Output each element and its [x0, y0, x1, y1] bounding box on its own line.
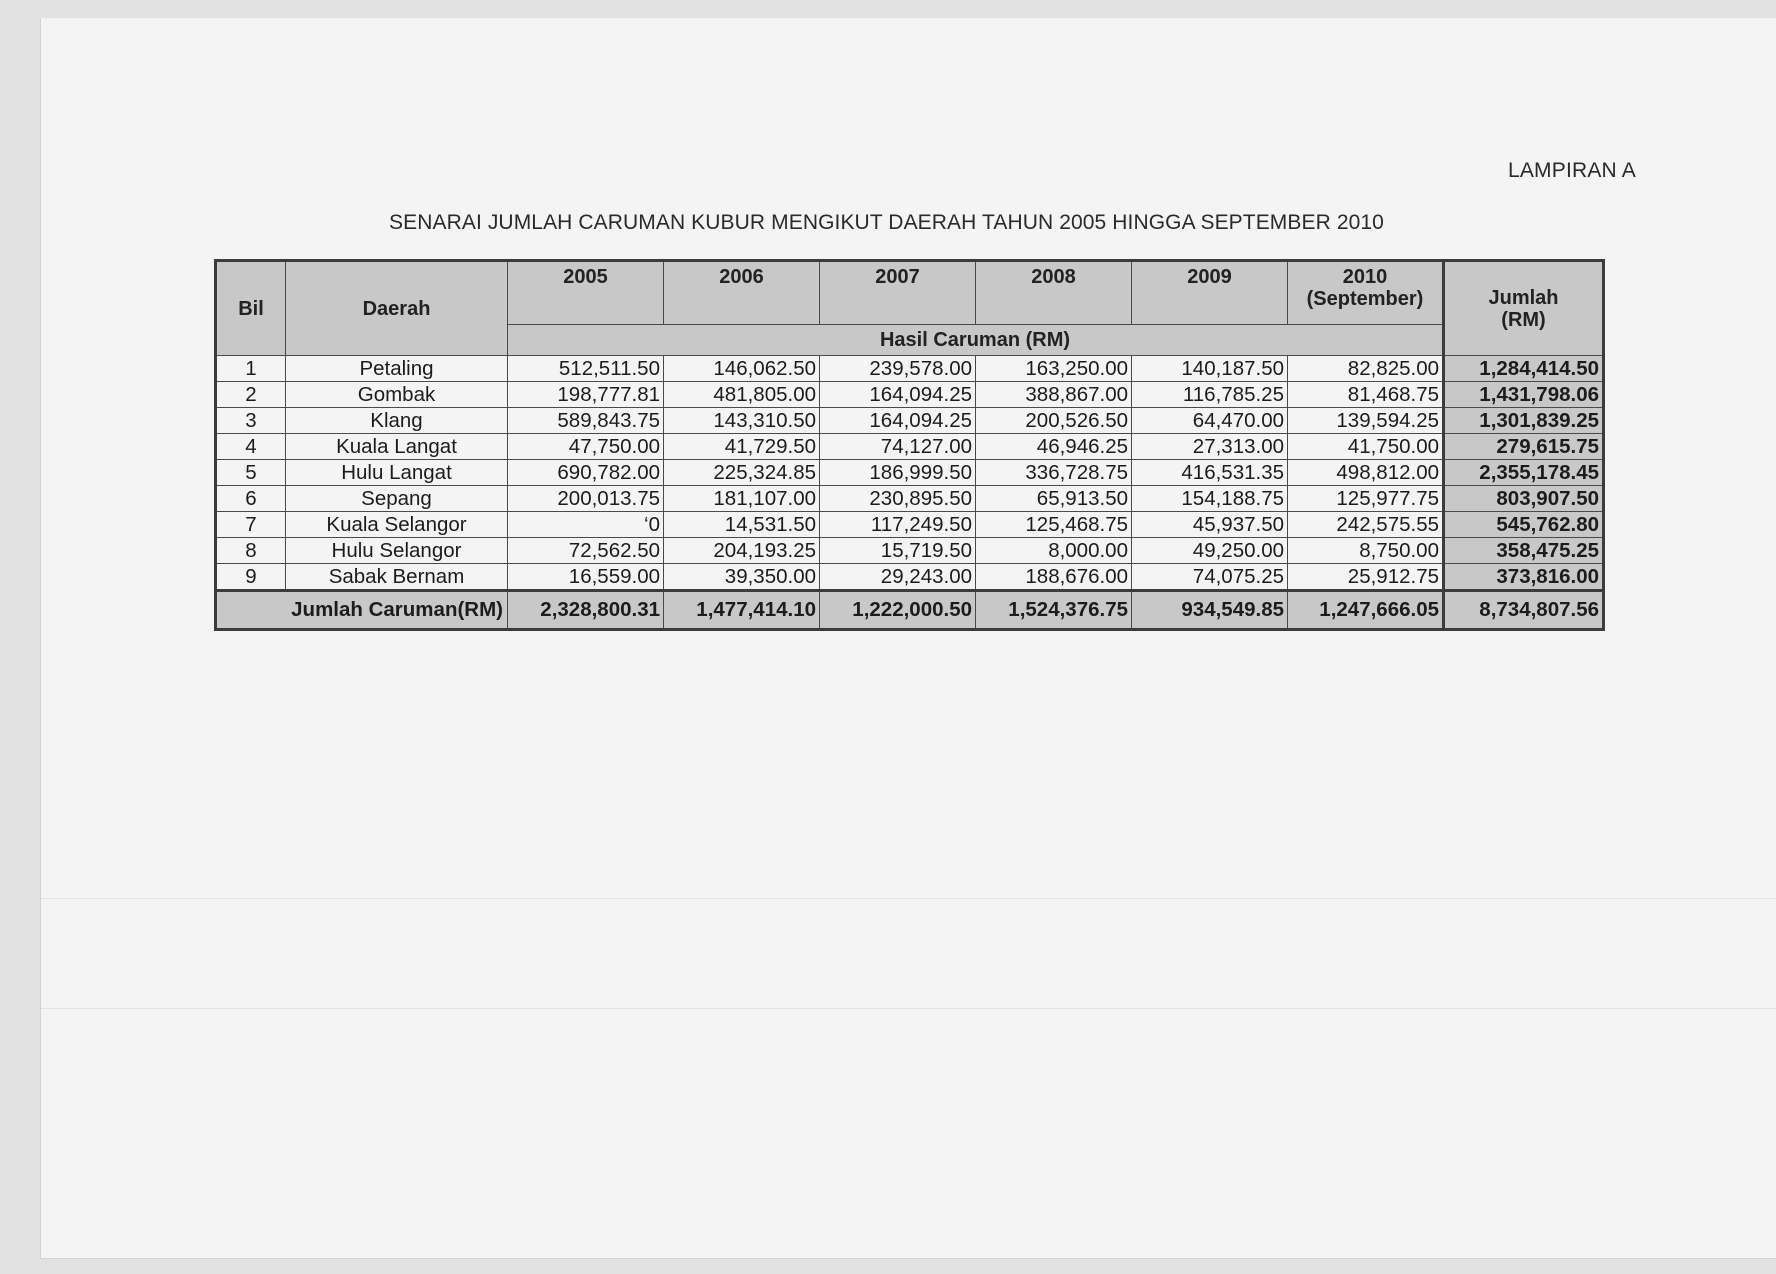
cell-2008: 46,946.25 [976, 434, 1132, 460]
cell-daerah: Gombak [286, 382, 508, 408]
totals-row [216, 591, 1604, 630]
table-row [216, 538, 1604, 564]
cell-daerah: Hulu Langat [286, 460, 508, 486]
cell-daerah: Kuala Selangor [286, 512, 508, 538]
cell-jumlah: 1,284,414.50 [1444, 356, 1604, 382]
cell-2005: 512,511.50 [508, 356, 664, 382]
cell-2009: 154,188.75 [1132, 486, 1288, 512]
cell-jumlah: 358,475.25 [1444, 538, 1604, 564]
cell-2006: 39,350.00 [664, 564, 820, 591]
header-jumlah-unit: (RM) [1501, 308, 1546, 331]
cell-daerah: Sepang [286, 486, 508, 512]
cell-2007: 117,249.50 [820, 512, 976, 538]
contribution-table [214, 259, 1605, 631]
total-2005: 2,328,800.31 [508, 591, 664, 630]
cell-bil: 6 [216, 486, 286, 512]
scanned-page [40, 18, 1776, 1259]
cell-2007: 29,243.00 [820, 564, 976, 591]
header-bil: Bil [216, 261, 286, 356]
cell-daerah: Sabak Bernam [286, 564, 508, 591]
cell-2005: 198,777.81 [508, 382, 664, 408]
cell-2007: 15,719.50 [820, 538, 976, 564]
total-2008: 1,524,376.75 [976, 591, 1132, 630]
header-year-2010-note: (September) [1306, 288, 1424, 310]
cell-2006: 14,531.50 [664, 512, 820, 538]
cell-2008: 388,867.00 [976, 382, 1132, 408]
cell-bil: 9 [216, 564, 286, 591]
cell-jumlah: 1,431,798.06 [1444, 382, 1604, 408]
cell-bil: 4 [216, 434, 286, 460]
table-row [216, 512, 1604, 538]
cell-2010: 125,977.75 [1288, 486, 1444, 512]
cell-bil: 3 [216, 408, 286, 434]
cell-daerah: Klang [286, 408, 508, 434]
cell-2005: 47,750.00 [508, 434, 664, 460]
cell-2005: 589,843.75 [508, 408, 664, 434]
cell-jumlah: 545,762.80 [1444, 512, 1604, 538]
cell-2006: 41,729.50 [664, 434, 820, 460]
header-year-2009: 2009 [1132, 261, 1288, 325]
cell-2006: 143,310.50 [664, 408, 820, 434]
cell-2005: 16,559.00 [508, 564, 664, 591]
table-row [216, 486, 1604, 512]
cell-2008: 8,000.00 [976, 538, 1132, 564]
cell-2007: 164,094.25 [820, 408, 976, 434]
document-title: SENARAI JUMLAH CARUMAN KUBUR MENGIKUT DAERAH TAHUN 2005 HINGGA SEPTEMBER 2010 [389, 211, 1384, 234]
cell-2007: 164,094.25 [820, 382, 976, 408]
cell-2009: 74,075.25 [1132, 564, 1288, 591]
cell-2005: ‘0 [508, 512, 664, 538]
header-row [216, 261, 1604, 325]
cell-2009: 416,531.35 [1132, 460, 1288, 486]
table-row [216, 382, 1604, 408]
cell-jumlah: 2,355,178.45 [1444, 460, 1604, 486]
table-row [216, 434, 1604, 460]
cell-2009: 64,470.00 [1132, 408, 1288, 434]
table-body [216, 356, 1604, 591]
cell-2005: 200,013.75 [508, 486, 664, 512]
header-year-2008: 2008 [976, 261, 1132, 325]
cell-2009: 27,313.00 [1132, 434, 1288, 460]
cell-daerah: Kuala Langat [286, 434, 508, 460]
header-year-2006: 2006 [664, 261, 820, 325]
total-2007: 1,222,000.50 [820, 591, 976, 630]
cell-2007: 230,895.50 [820, 486, 976, 512]
cell-2010: 242,575.55 [1288, 512, 1444, 538]
cell-2006: 146,062.50 [664, 356, 820, 382]
cell-2010: 498,812.00 [1288, 460, 1444, 486]
appendix-label: LAMPIRAN A [1507, 159, 1636, 182]
table-row [216, 408, 1604, 434]
cell-2008: 336,728.75 [976, 460, 1132, 486]
header-daerah: Daerah [286, 261, 508, 356]
cell-bil: 2 [216, 382, 286, 408]
cell-2008: 188,676.00 [976, 564, 1132, 591]
cell-2007: 186,999.50 [820, 460, 976, 486]
cell-2009: 49,250.00 [1132, 538, 1288, 564]
cell-2007: 74,127.00 [820, 434, 976, 460]
cell-2010: 8,750.00 [1288, 538, 1444, 564]
cell-2008: 125,468.75 [976, 512, 1132, 538]
cell-2009: 116,785.25 [1132, 382, 1288, 408]
cell-2010: 81,468.75 [1288, 382, 1444, 408]
cell-2005: 72,562.50 [508, 538, 664, 564]
cell-daerah: Hulu Selangor [286, 538, 508, 564]
header-jumlah [1444, 261, 1604, 356]
cell-daerah: Petaling [286, 356, 508, 382]
cell-2010: 25,912.75 [1288, 564, 1444, 591]
table-footer [216, 591, 1604, 630]
cell-2010: 82,825.00 [1288, 356, 1444, 382]
total-jumlah: 8,734,807.56 [1444, 591, 1604, 630]
cell-2008: 65,913.50 [976, 486, 1132, 512]
cell-2010: 139,594.25 [1288, 408, 1444, 434]
header-year-2010 [1288, 261, 1444, 325]
cell-2008: 200,526.50 [976, 408, 1132, 434]
header-hasil-caruman: Hasil Caruman (RM) [508, 325, 1444, 356]
cell-jumlah: 1,301,839.25 [1444, 408, 1604, 434]
cell-2006: 481,805.00 [664, 382, 820, 408]
total-2010: 1,247,666.05 [1288, 591, 1444, 630]
table-row [216, 356, 1604, 382]
cell-2006: 225,324.85 [664, 460, 820, 486]
header-jumlah-label: Jumlah [1488, 286, 1559, 309]
total-2006: 1,477,414.10 [664, 591, 820, 630]
table-header [216, 261, 1604, 356]
cell-bil: 5 [216, 460, 286, 486]
header-year-2007: 2007 [820, 261, 976, 325]
cell-2006: 181,107.00 [664, 486, 820, 512]
cell-2007: 239,578.00 [820, 356, 976, 382]
totals-label: Jumlah Caruman(RM) [216, 591, 508, 630]
cell-2009: 140,187.50 [1132, 356, 1288, 382]
cell-2010: 41,750.00 [1288, 434, 1444, 460]
scan-artifact-line [41, 898, 1776, 899]
cell-bil: 1 [216, 356, 286, 382]
cell-bil: 8 [216, 538, 286, 564]
cell-2008: 163,250.00 [976, 356, 1132, 382]
cell-2005: 690,782.00 [508, 460, 664, 486]
cell-jumlah: 279,615.75 [1444, 434, 1604, 460]
table-row [216, 564, 1604, 591]
cell-2006: 204,193.25 [664, 538, 820, 564]
scan-artifact-line [41, 1008, 1776, 1009]
cell-bil: 7 [216, 512, 286, 538]
header-year-2010-label: 2010 [1342, 266, 1388, 288]
total-2009: 934,549.85 [1132, 591, 1288, 630]
cell-jumlah: 803,907.50 [1444, 486, 1604, 512]
header-year-2005: 2005 [508, 261, 664, 325]
cell-2009: 45,937.50 [1132, 512, 1288, 538]
table-row [216, 460, 1604, 486]
cell-jumlah: 373,816.00 [1444, 564, 1604, 591]
